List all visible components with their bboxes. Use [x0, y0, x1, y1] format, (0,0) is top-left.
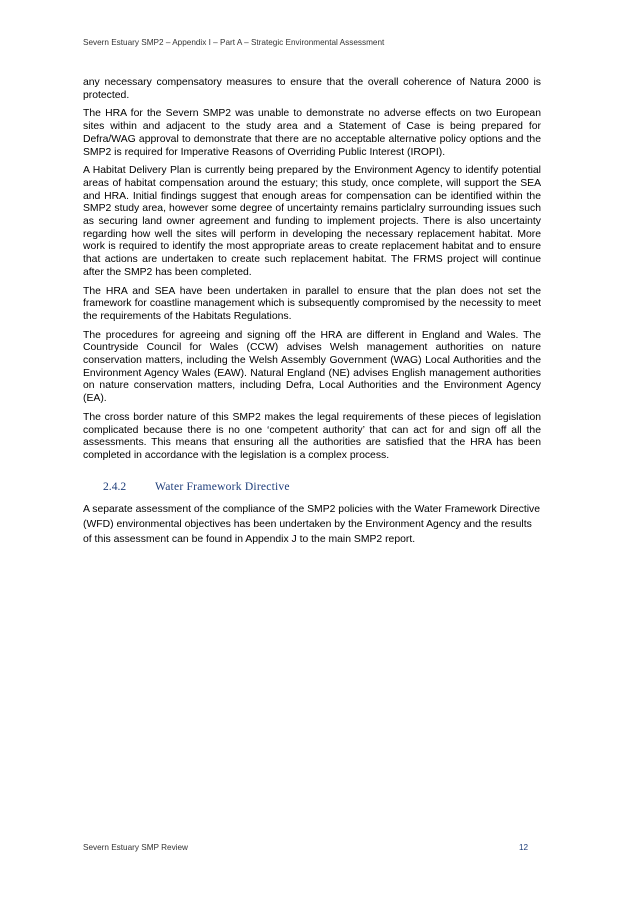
paragraph-habitat-delivery-plan: A Habitat Delivery Plan is currently being prepared by the Environment Agency to identify potential areas of habitat compensation around the estuary; this study, once complete, will support the SEA and HRA. Initial findings suggest that enough areas for compensation can be identified within the SMP2 study area, however some degree of uncertainty remains particlalry surrounding issues such as securing land owner agreement and funding to implement projects. There is also uncertainty regarding how well the sites will perform in developing the necessary replacement habitat. More work is required to identify the most appropriate areas to create replacement habitat and to ensure that actions are undertaken to create such replacement habitat. The FRMS project will continue after the SMP2 has been completed.: [83, 165, 541, 278]
paragraph-natura-coherence: any necessary compensatory measures to ensure that the overall coherence of Natura 2000 is protected.: [83, 77, 541, 101]
body-text: [83, 77, 541, 554]
paragraph-england-wales-procedures: The procedures for agreeing and signing off the HRA are different in England and Wales. The Countryside Council for Wales (CCW) advises Welsh management authorities on nature conservation matters, including the Welsh Assembly Government (WAG) Local Authorities and the Environment Agency Wales (EAW). Natural England (NE) advises English management authorities on nature conservation matters, including Defra, Local Authorities and the Environment Agency (EA).: [83, 329, 541, 405]
paragraph-hra-iropi: The HRA for the Severn SMP2 was unable to demonstrate no adverse effects on two European sites within and adjacent to the study area and a Statement of Case is being prepared for Defra/WAG approval to demonstrate that there are no acceptable alternative policy options and the SMP2 is required for Imperative Reasons of Overriding Public Interest (IROPI).: [83, 108, 541, 158]
section-title: Water Framework Directive: [155, 479, 290, 493]
footer-document-name: Severn Estuary SMP Review: [83, 843, 188, 852]
paragraph-hra-sea-parallel: The HRA and SEA have been undertaken in parallel to ensure that the plan does not set the framework for coastline management which is subsequently compromised by the necessity to meet the requirements of the Habitats Regulations.: [83, 285, 541, 322]
running-header: Severn Estuary SMP2 – Appendix I – Part A – Strategic Environmental Assessment: [83, 38, 385, 47]
paragraph-wfd-assessment: A separate assessment of the compliance of the SMP2 policies with the Water Framework Directive (WFD) environmental objectives has been undertaken by the Environment Agency and the results of this assessment can be found in Appendix J to the main SMP2 report.: [83, 503, 540, 545]
paragraph-cross-border: The cross border nature of this SMP2 makes the legal requirements of these pieces of legislation complicated because there is no one ‘competent authority’ that can act for and sign off all the assessments. This means that ensuring all the authorities are satisfied that the HRA has been completed in accordance with the legislation is a complex process.: [83, 411, 541, 461]
section-heading-wfd: [103, 480, 541, 494]
section-number: 2.4.2: [103, 479, 127, 493]
footer-page-number: 12: [519, 843, 529, 852]
